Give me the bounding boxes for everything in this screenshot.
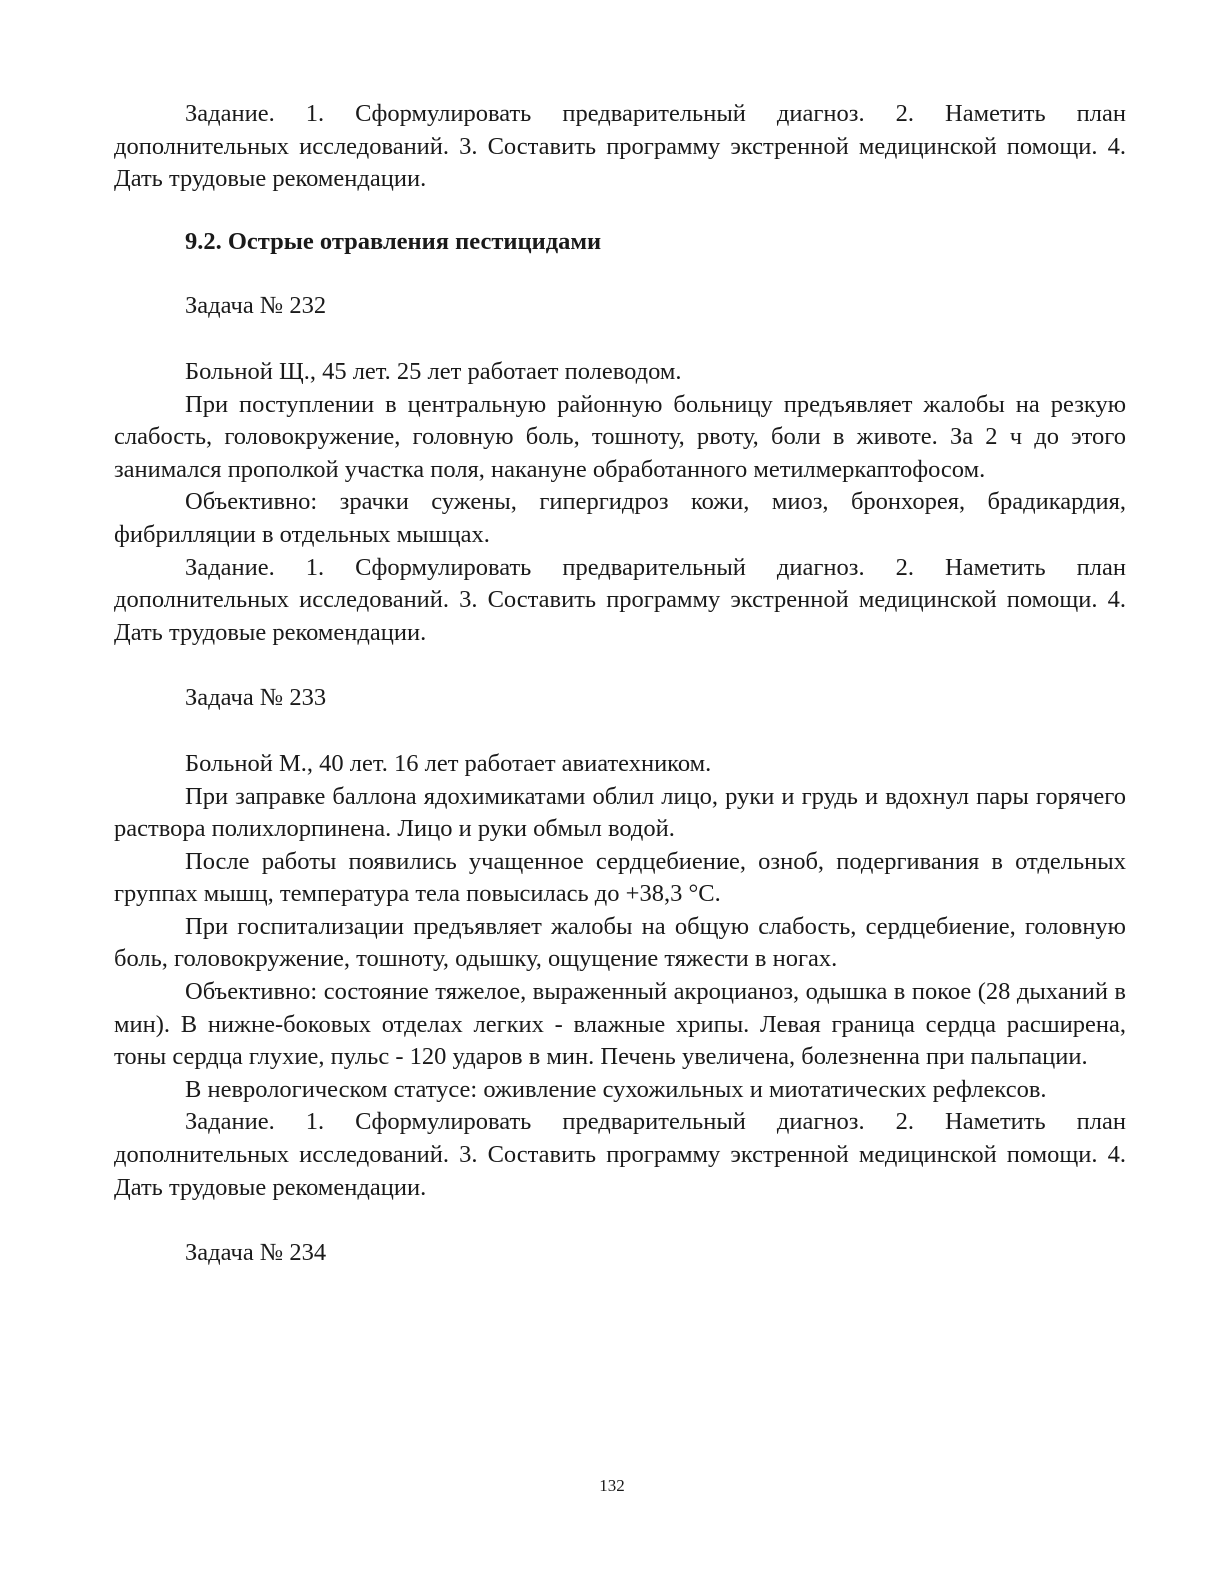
task-232-paragraph-2: При поступлении в центральную районную больницу предъявляет жалобы на резкую слабость, головокружение, головную боль, тошноту, рвоту, боли в животе. За 2 ч до этого занимался прополкой участка поля, накануне обработанного метилмеркаптофосом. [114, 390, 1126, 483]
task-233-paragraph-2: При заправке баллона ядохимикатами облил лицо, руки и грудь и вдохнул пары горячего раствора полихлорпинена. Лицо и руки обмыл водой. [114, 782, 1126, 843]
task-233-title: Задача № 233 [185, 684, 327, 712]
task-233-paragraph-3: После работы появились учащенное сердцебиение, озноб, подергивания в отдельных группах мышц, температура тела повысилась до +38,3 °С. [114, 847, 1126, 908]
page-number: 132 [599, 1476, 625, 1495]
task-232-paragraph-3: Объективно: зрачки сужены, гипергидроз кожи, миоз, бронхорея, брадикардия, фибрилляции в отдельных мышцах. [114, 488, 1126, 548]
document-page [114, 98, 1126, 1303]
task-232-assignment: Задание. 1. Сформулировать предварительный диагноз. 2. Наметить план дополнительных исследований. 3. Составить программу экстренной медицинской помощи. 4. Дать трудовые рекомендации. [114, 553, 1126, 646]
task-234-title: Задача № 234 [185, 1239, 327, 1267]
task-233-paragraph-4: При госпитализации предъявляет жалобы на общую слабость, сердцебиение, головную боль, головокружение, тошноту, одышку, ощущение тяжести в ногах. [114, 912, 1126, 973]
intro-task-paragraph: Задание. 1. Сформулировать предварительный диагноз. 2. Наметить план дополнительных исследований. 3. Составить программу экстренной медицинской помощи. 4. Дать трудовые рекомендации. [114, 100, 1126, 193]
task-233-paragraph-5: Объективно: состояние тяжелое, выраженный акроцианоз, одышка в покое (28 дыханий в мин). В нижне-боковых отделах легких - влажные хрипы. Левая граница сердца расширена, тоны сердца глухие, пульс - 120 ударов в мин. Печень увеличена, болезненна при пальпации. [114, 978, 1126, 1071]
task-233-paragraph-6: В неврологическом статусе: оживление сухожильных и миотатических рефлексов. [185, 1075, 1047, 1103]
task-233-paragraph-1: Больной М., 40 лет. 16 лет работает авиатехником. [185, 749, 712, 777]
task-233-assignment: Задание. 1. Сформулировать предварительный диагноз. 2. Наметить план дополнительных исследований. 3. Составить программу экстренной медицинской помощи. 4. Дать трудовые рекомендации. [114, 1108, 1126, 1201]
task-232-title: Задача № 232 [185, 292, 327, 320]
task-232-paragraph-1: Больной Щ., 45 лет. 25 лет работает полеводом. [185, 357, 682, 385]
section-heading: 9.2. Острые отравления пестицидами [185, 227, 602, 255]
